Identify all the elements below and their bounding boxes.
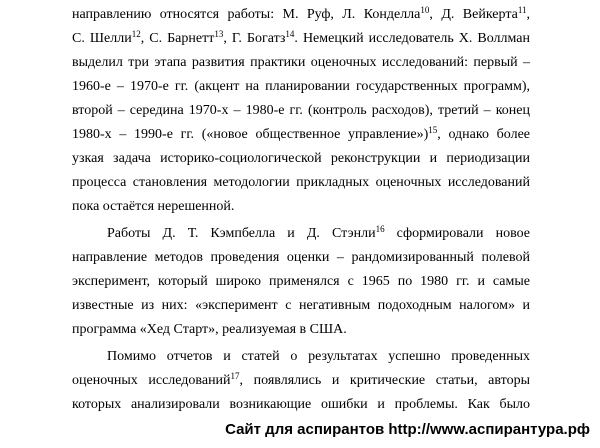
text-line xyxy=(72,75,530,99)
text-line xyxy=(72,345,530,369)
paragraph-3 xyxy=(72,345,530,417)
line-text: известные из них: «эксперимент с негативным подоходным налогом» и xyxy=(72,298,530,313)
line-text: направлению относятся работы: М. Руф, Л. Конделла xyxy=(72,7,421,22)
line-text: , появлялись и критические статьи, авторы xyxy=(239,373,530,388)
line-text: эксперимент, который широко применялся с 1965 по 1980 гг. и самые xyxy=(72,274,530,289)
line-text: . Немецкий исследователь Х. Воллман xyxy=(294,31,530,46)
text-line xyxy=(72,27,530,51)
line-text: , С. Барнетт xyxy=(140,31,215,46)
text-line xyxy=(72,393,530,417)
line-text: которых анализировали возникающие ошибки и проблемы. Как было xyxy=(72,397,530,412)
line-text: С. Шелли xyxy=(72,31,132,46)
footnote-ref: 10 xyxy=(420,5,430,15)
text-line xyxy=(72,246,530,270)
text-line xyxy=(72,3,530,27)
line-text: процесса становления методологии прикладных оценочных исследований xyxy=(72,175,530,190)
footnote-ref: 14 xyxy=(285,29,295,39)
line-text: , Д. Вейкерта xyxy=(429,7,518,22)
footnote-ref: 11 xyxy=(517,5,527,15)
text-line xyxy=(72,318,530,342)
footnote-ref: 12 xyxy=(131,29,141,39)
text-line xyxy=(72,147,530,171)
footnote-ref: 13 xyxy=(214,29,224,39)
paragraph-1 xyxy=(72,3,530,219)
footnote-ref: 16 xyxy=(375,224,385,234)
text-line xyxy=(72,99,530,123)
line-text: сформировали новое xyxy=(384,226,530,241)
text-line xyxy=(72,270,530,294)
line-text: пока остаётся нерешенной. xyxy=(72,199,235,214)
line-text: 1980-х – 1990-е гг. («новое общественное управление») xyxy=(72,127,429,142)
line-text: , Г. Богатз xyxy=(223,31,286,46)
text-line xyxy=(72,123,530,147)
footnote-ref: 15 xyxy=(428,125,438,135)
line-text: , xyxy=(526,7,530,22)
line-text: оценочных исследований xyxy=(72,373,231,388)
line-text: выделил три этапа развития практики оценочных исследований: первый – xyxy=(72,55,530,70)
line-text: программа «Хед Старт», реализуемая в США. xyxy=(72,322,347,337)
line-text: второй – середина 1970-х – 1980-е гг. (контроль расходов), третий – конец xyxy=(72,103,530,118)
line-text: узкая задача историко-социологической реконструкции и периодизации xyxy=(72,151,530,166)
text-line xyxy=(72,222,530,246)
line-text: Работы Д. Т. Кэмпбелла и Д. Стэнли xyxy=(107,226,376,241)
text-line xyxy=(72,51,530,75)
line-text: Помимо отчетов и статей о результатах успешно проведенных xyxy=(107,349,530,364)
line-text: 1960-е – 1970-е гг. (акцент на планировании государственных программ), xyxy=(72,79,530,94)
text-line xyxy=(72,195,530,219)
paragraph-2 xyxy=(72,222,530,342)
line-text: направление методов проведения оценки – рандомизированный полевой xyxy=(72,250,530,265)
line-text: , однако более xyxy=(437,127,530,142)
text-line xyxy=(72,171,530,195)
footnote-ref: 17 xyxy=(230,371,240,381)
document-body xyxy=(72,3,530,417)
site-watermark: Сайт для аспирантов http://www.аспирантура.рф xyxy=(225,421,590,438)
text-line xyxy=(72,294,530,318)
text-line xyxy=(72,369,530,393)
